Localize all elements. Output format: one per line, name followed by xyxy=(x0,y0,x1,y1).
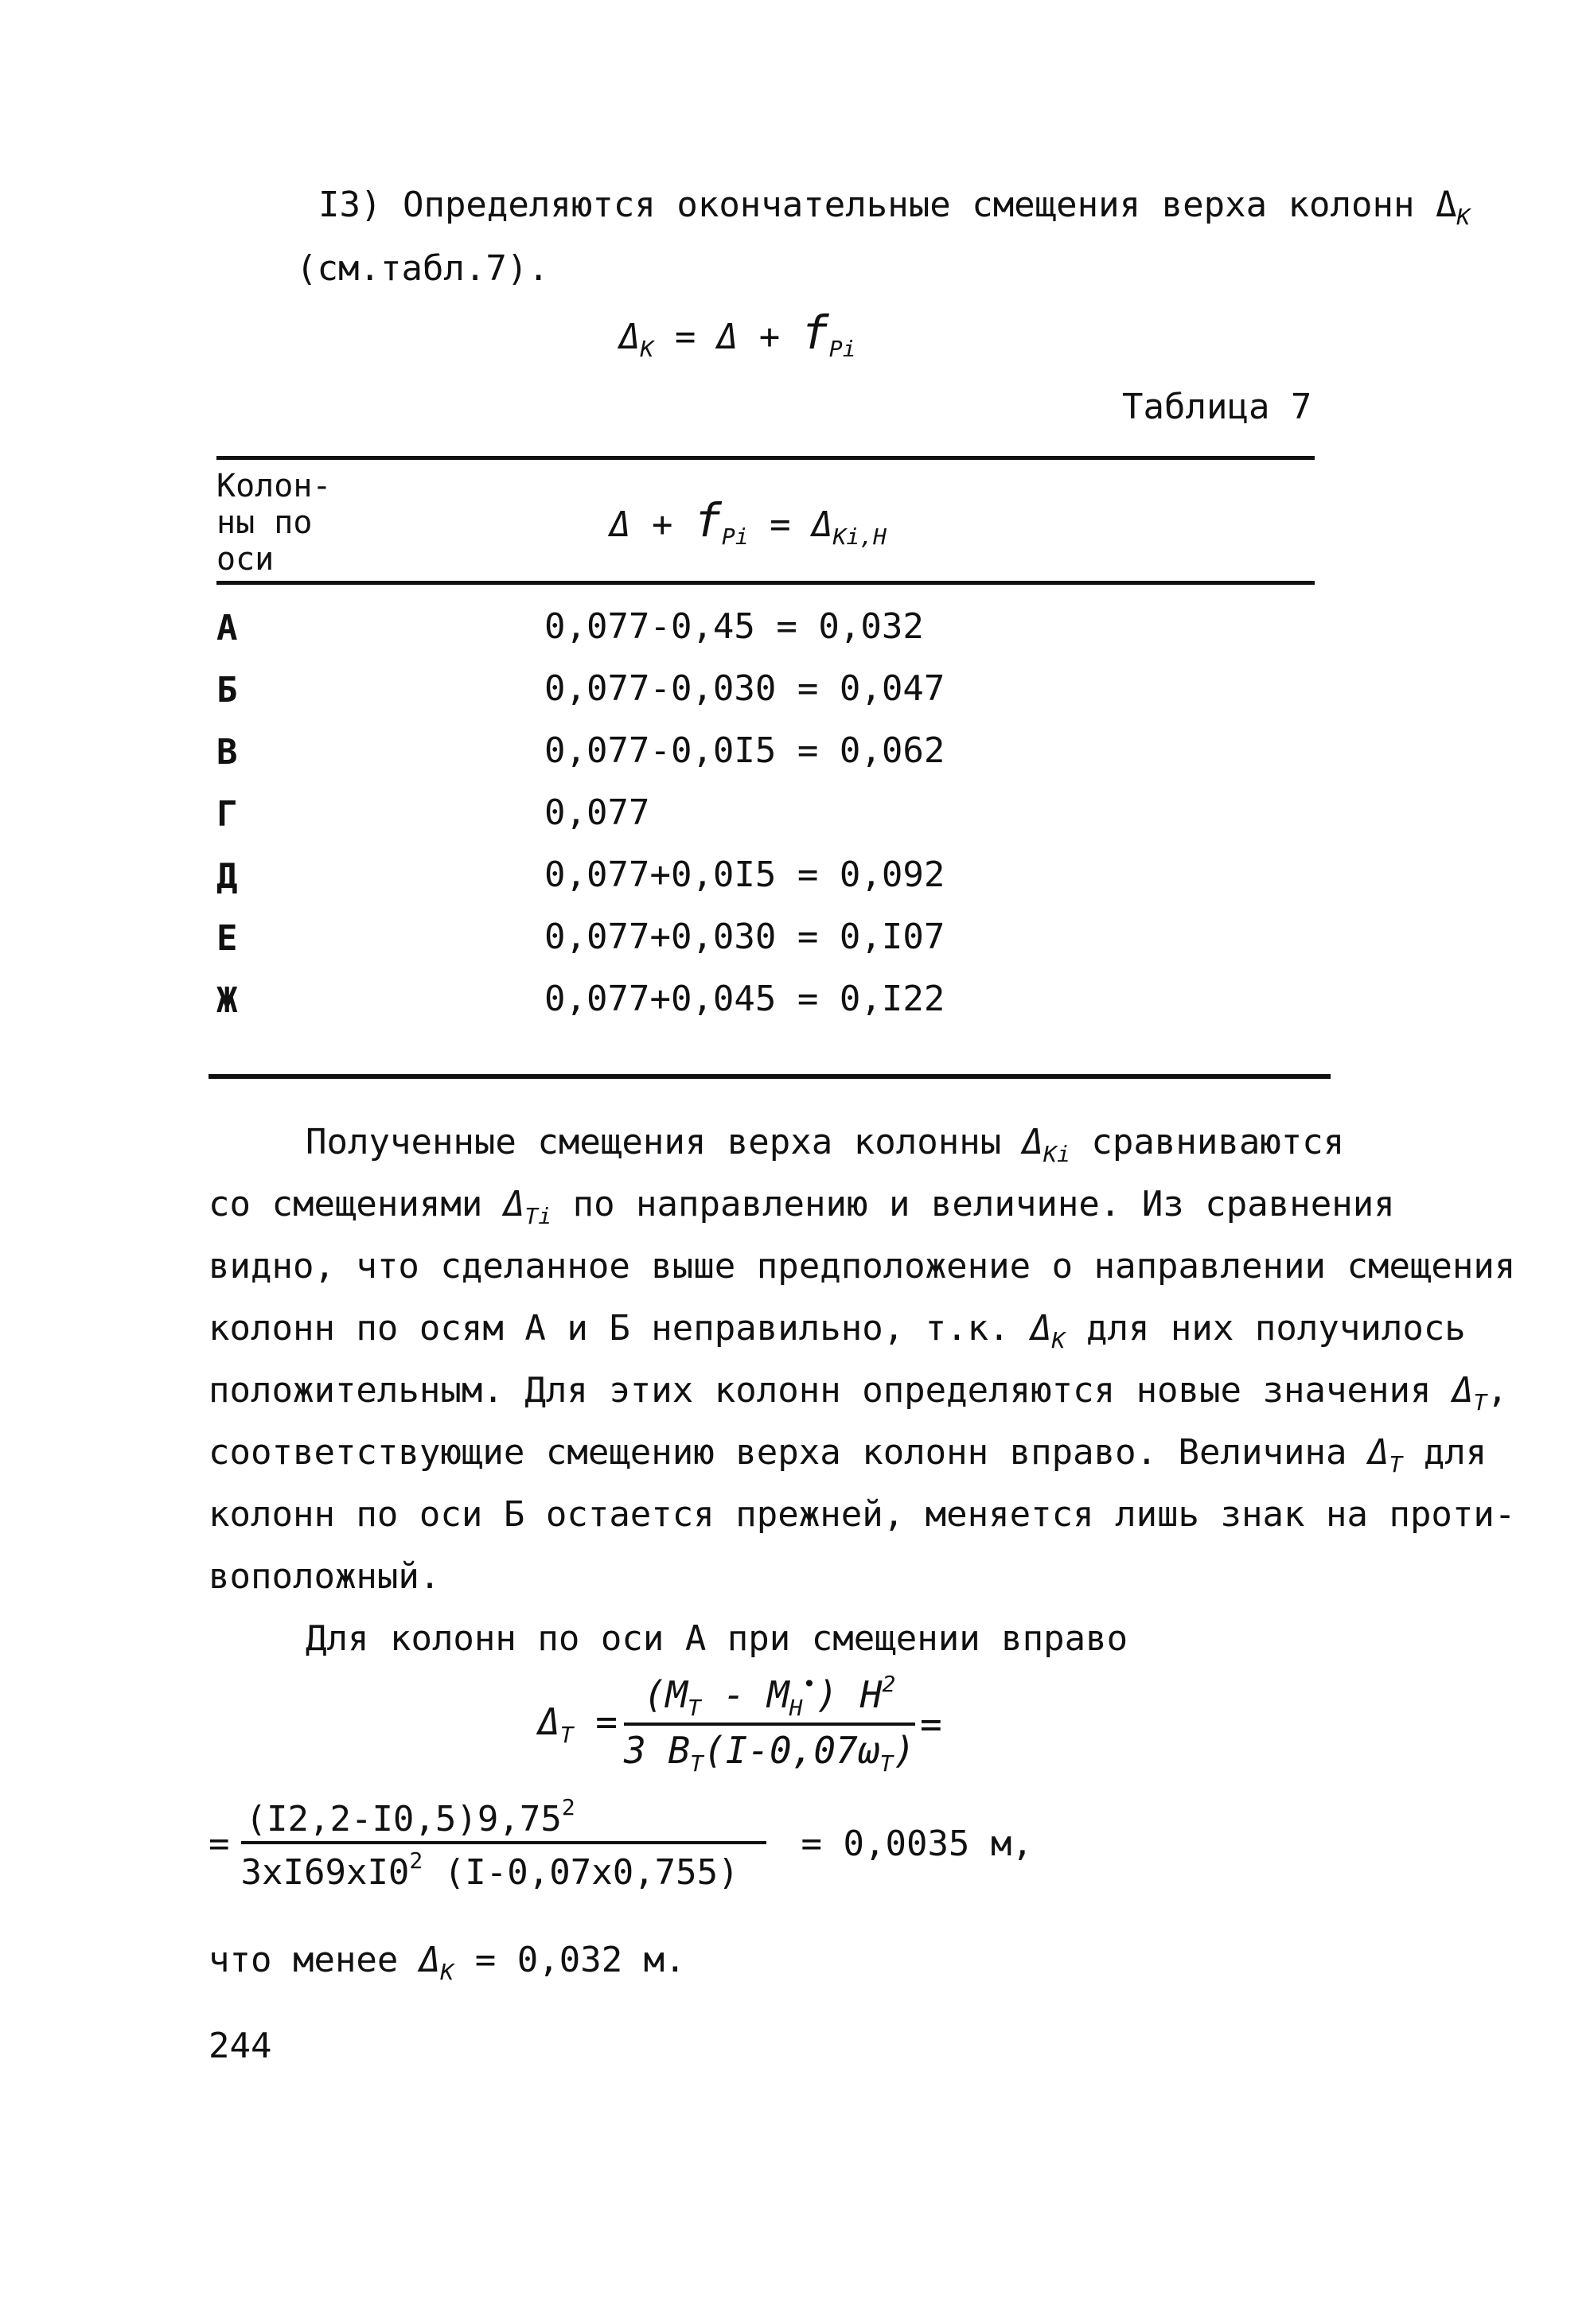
p1-text-b: сравниваются xyxy=(1070,1122,1345,1162)
paragraph-line-3: видно, что сделанное выше предположение о направлении смещения xyxy=(209,1246,1516,1287)
table-row-axis: В xyxy=(216,732,238,773)
table-row-value: 0,077-0,030 = 0,047 xyxy=(544,668,945,709)
formula2-denominator: 3 $B_T(I-0,07\omega_Т)$ xyxy=(623,1729,916,1777)
conclusion-text-a: что менее xyxy=(209,1940,419,1980)
p4-text-a: колонн по осям А и Б неправильно, т.к. xyxy=(209,1308,1031,1349)
table-row-axis: Ж xyxy=(216,980,238,1021)
paragraph2: Для колонн по оси А при смещении вправо xyxy=(306,1618,1128,1659)
p2-text-a: со смещениями xyxy=(209,1184,504,1224)
paragraph-line-5 xyxy=(209,1370,1508,1415)
formula3-result: = 0,0035 м, xyxy=(801,1823,1033,1864)
conclusion-line xyxy=(209,1940,686,1985)
p5-text-b: , xyxy=(1487,1370,1508,1411)
section-heading-line1 xyxy=(318,185,1470,230)
table-row-axis: Г xyxy=(216,794,238,835)
paragraph-line-7: колонн по оси Б остается прежней, меняется лишь знак на проти- xyxy=(209,1494,1516,1535)
p1-sub: Кi xyxy=(1043,1141,1070,1167)
p5-text-a: положительным. Для этих колонн определяются новые значения xyxy=(209,1370,1452,1411)
p1-delta: Δ xyxy=(1022,1122,1044,1162)
p4-text-b: для них получилось xyxy=(1065,1308,1466,1349)
p1-text-a: Полученные смещения верха колонны xyxy=(306,1122,1023,1162)
formula-substitution xyxy=(209,1794,1033,1893)
header-formula-b-sub: Кi,Н xyxy=(832,524,887,550)
table-row-axis: А xyxy=(216,608,238,648)
conclusion-delta: Δ xyxy=(419,1940,441,1980)
header-formula-b: = Δ xyxy=(748,504,833,545)
p5-delta: Δ xyxy=(1452,1370,1474,1411)
table-row-axis: Б xyxy=(216,670,238,710)
paragraph-line-8: воположный. xyxy=(209,1556,441,1597)
table-row-value: 0,077+0,030 = 0,I07 xyxy=(544,917,945,957)
header-formula-f: f xyxy=(693,493,722,547)
p6-text-b: для xyxy=(1402,1432,1487,1473)
formula1-mid: = Δ + xyxy=(653,317,801,357)
p6-sub: Т xyxy=(1389,1451,1403,1477)
heading-subscript: К xyxy=(1456,204,1471,230)
conclusion-text-b: = 0,032 м. xyxy=(454,1940,686,1980)
header-formula-f-sub: Pi xyxy=(721,524,749,550)
conclusion-sub: К xyxy=(440,1959,454,1985)
paragraph-line-6 xyxy=(209,1432,1487,1477)
formula3-numerator: (I2,2-I0,5)9,75$^2$ xyxy=(241,1794,766,1844)
p4-delta: Δ xyxy=(1031,1308,1052,1349)
heading-text: I3) Определяются окончательные смещения верха колонн Δ xyxy=(318,185,1457,225)
formula1-lhs-sub: К xyxy=(640,336,654,362)
formula2-fraction xyxy=(624,1671,915,1777)
formula-delta-t xyxy=(538,1671,942,1777)
table-caption: Таблица 7 xyxy=(1122,387,1312,427)
table-row-value: 0,077+0,0I5 = 0,092 xyxy=(544,854,945,895)
table-row-value: 0,077-0,45 = 0,032 xyxy=(544,606,924,647)
table-top-rule xyxy=(216,456,1315,460)
table-row-axis: Е xyxy=(216,918,238,959)
formula1-f: f xyxy=(801,306,829,360)
header-formula-a: Δ + xyxy=(610,504,694,545)
formula-delta-k xyxy=(619,306,855,362)
p6-text-a: соответствующие смещению верха колонн вправо. Величина xyxy=(209,1432,1368,1473)
formula2-lhs: $\Delta_Т$ = xyxy=(538,1699,618,1748)
section-heading-line2: (см.табл.7). xyxy=(296,248,549,289)
table-row-value: 0,077+0,045 = 0,I22 xyxy=(544,979,945,1019)
p5-sub: Т xyxy=(1473,1389,1487,1415)
table-row-value: 0,077 xyxy=(544,792,650,833)
paragraph-line-2 xyxy=(209,1184,1395,1229)
formula2-numerator: $(M_Т - M_Н^•)$ $H^2$ xyxy=(624,1671,915,1726)
table-row-axis: Д xyxy=(216,856,238,897)
paragraph-line-1 xyxy=(306,1122,1344,1167)
table-bottom-rule xyxy=(209,1074,1331,1079)
formula1-lhs: Δ xyxy=(619,317,641,357)
paragraph-line-4 xyxy=(209,1308,1466,1353)
formula3-denominator: $3xI69xI0^2$ (I-0,07x0,755) xyxy=(240,1847,739,1893)
p2-text-b: по направлению и величине. Из сравнения xyxy=(551,1184,1395,1224)
p2-sub: Тi xyxy=(524,1203,552,1229)
table-header-axis: Колон- ны по оси xyxy=(216,468,332,578)
page-number: 244 xyxy=(209,2026,272,2066)
formula2-trailing-equals: = xyxy=(920,1702,942,1746)
p4-sub: К xyxy=(1051,1327,1066,1353)
table-header-formula xyxy=(610,493,887,550)
table-row-value: 0,077-0,0I5 = 0,062 xyxy=(544,730,945,771)
formula3-lead: = xyxy=(209,1823,230,1864)
table-header-rule xyxy=(216,581,1315,585)
p6-delta: Δ xyxy=(1367,1432,1389,1473)
formula1-f-sub: Pi xyxy=(828,336,856,362)
p2-delta: Δ xyxy=(503,1184,525,1224)
formula3-fraction xyxy=(241,1794,766,1893)
